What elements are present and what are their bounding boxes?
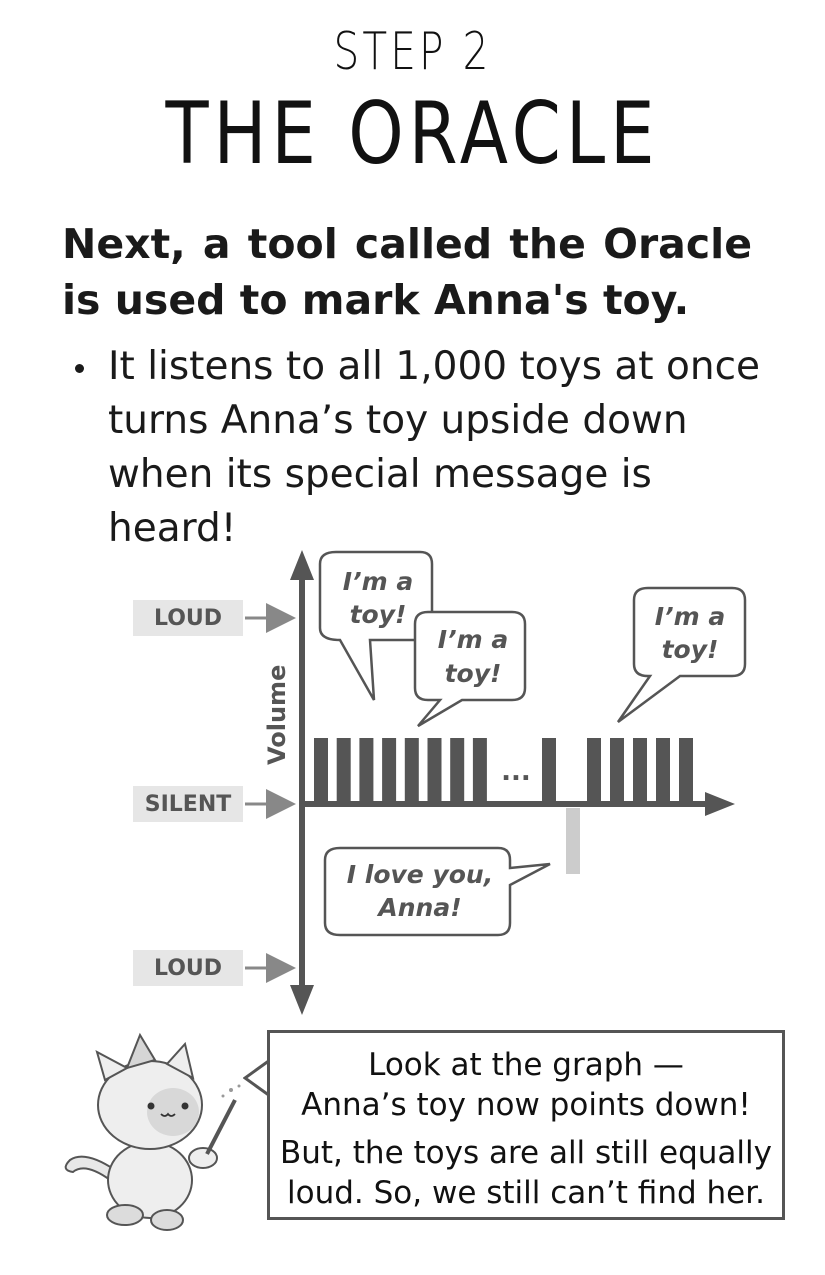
bar [428, 738, 442, 804]
level-text-bottom: LOUD [153, 956, 223, 981]
level-label-top [133, 600, 243, 636]
bubble-3-line-2: toy! [661, 635, 719, 664]
bar [542, 738, 556, 804]
speech-bubble-3 [618, 588, 745, 722]
bubble-2-line-1: I’m a [437, 625, 509, 654]
list-item [62, 340, 782, 556]
intro-text: Next, a tool called the Oracle is used to mark Anna's toy. [62, 220, 752, 324]
bubble-4-line-1: I love you, [346, 860, 494, 889]
callout-line-4: loud. So, we still can’t find her. [287, 1175, 765, 1211]
speech-bubble-4 [325, 848, 550, 935]
bubble-4-line-2: Anna! [378, 893, 462, 922]
bar [610, 738, 624, 804]
bullet-list [62, 340, 782, 556]
ellipsis: ... [501, 757, 531, 787]
bar [450, 738, 464, 804]
bubble-1-line-1: I’m a [342, 567, 414, 596]
level-label-middle [133, 786, 243, 822]
bar [656, 738, 670, 804]
bubble-3-line-1: I’m a [654, 602, 726, 631]
bullet-text: It listens to all 1,000 toys at once turns Anna’s toy upside down when its special message is heard! [108, 344, 761, 551]
level-label-bottom [133, 950, 243, 986]
axis-label: Volume [263, 664, 291, 765]
bar-flipped [566, 808, 580, 874]
x-axis-arrow-icon [705, 792, 735, 816]
bar [473, 738, 487, 804]
bar [382, 738, 396, 804]
wizard-cat-icon [55, 1030, 245, 1235]
volume-diagram [0, 530, 825, 1030]
level-text-top: LOUD [153, 606, 223, 631]
callout-box [267, 1030, 785, 1220]
bar [679, 738, 693, 804]
callout-line-2: Anna’s toy now points down! [301, 1087, 751, 1123]
bar [359, 738, 373, 804]
speech-bubble-2 [415, 612, 525, 726]
level-text-middle: SILENT [144, 792, 232, 817]
bar [633, 738, 647, 804]
bar [587, 738, 601, 804]
y-axis-arrow-down-icon [290, 985, 314, 1015]
y-axis-arrow-up-icon [290, 550, 314, 580]
bullet-dot-icon [75, 364, 84, 373]
bar [314, 738, 328, 804]
bar [337, 738, 351, 804]
bubble-1-line-2: toy! [349, 600, 407, 629]
bar [405, 738, 419, 804]
callout-line-1: Look at the graph — [368, 1047, 684, 1083]
bubble-2-line-2: toy! [444, 659, 502, 688]
page-title: THE ORACLE [165, 84, 660, 184]
callout-line-3: But, the toys are all still equally [279, 1135, 772, 1171]
step-label: STEP 2 [333, 22, 492, 82]
